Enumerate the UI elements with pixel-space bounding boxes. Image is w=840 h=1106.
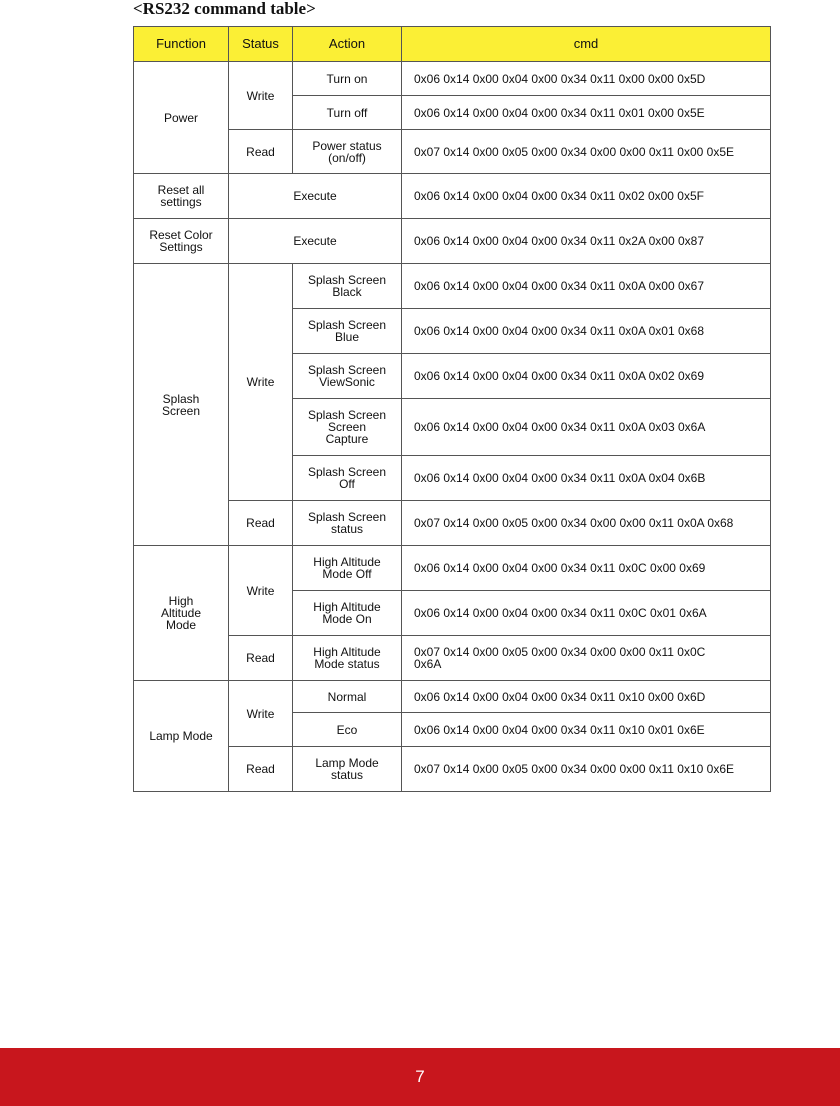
function-cell: Reset Color Settings [134, 219, 229, 264]
action-cell: Splash Screen Off [293, 456, 402, 501]
cmd-cell: 0x06 0x14 0x00 0x04 0x00 0x34 0x11 0x2A 0x00 0x87 [402, 219, 771, 264]
cmd-cell: 0x06 0x14 0x00 0x04 0x00 0x34 0x11 0x02 0x00 0x5F [402, 174, 771, 219]
action-cell: Turn on [293, 62, 402, 96]
table-row [134, 130, 771, 174]
function-cell: Splash Screen [134, 264, 229, 546]
table-heading: <RS232 command table> [133, 0, 316, 18]
action-cell: Lamp Mode status [293, 747, 402, 792]
table-row [134, 747, 771, 792]
page-footer-bar [0, 1048, 840, 1106]
action-cell: Execute [229, 174, 402, 219]
status-cell: Read [229, 501, 293, 546]
cmd-cell: 0x06 0x14 0x00 0x04 0x00 0x34 0x11 0x0A 0x03 0x6A [402, 399, 771, 456]
action-cell: Turn off [293, 96, 402, 130]
column-header-status: Status [229, 27, 293, 62]
page-number: 7 [415, 1067, 425, 1086]
action-cell: Execute [229, 219, 402, 264]
column-header-function: Function [134, 27, 229, 62]
function-cell: Lamp Mode [134, 681, 229, 792]
action-cell: High Altitude Mode On [293, 591, 402, 636]
cmd-cell: 0x06 0x14 0x00 0x04 0x00 0x34 0x11 0x0A 0x00 0x67 [402, 264, 771, 309]
cmd-cell: 0x06 0x14 0x00 0x04 0x00 0x34 0x11 0x0A 0x01 0x68 [402, 309, 771, 354]
action-cell: Splash Screen ViewSonic [293, 354, 402, 399]
cmd-cell: 0x06 0x14 0x00 0x04 0x00 0x34 0x11 0x00 0x00 0x5D [402, 62, 771, 96]
column-header-cmd: cmd [402, 27, 771, 62]
table-row [134, 636, 771, 681]
status-cell: Read [229, 130, 293, 174]
function-cell: High Altitude Mode [134, 546, 229, 681]
status-cell: Read [229, 636, 293, 681]
action-cell: High Altitude Mode Off [293, 546, 402, 591]
cmd-cell: 0x07 0x14 0x00 0x05 0x00 0x34 0x00 0x00 0x11 0x0A 0x68 [402, 501, 771, 546]
cmd-cell: 0x06 0x14 0x00 0x04 0x00 0x34 0x11 0x10 0x00 0x6D [402, 681, 771, 713]
cmd-cell: 0x07 0x14 0x00 0x05 0x00 0x34 0x00 0x00 0x11 0x00 0x5E [402, 130, 771, 174]
cmd-cell: 0x06 0x14 0x00 0x04 0x00 0x34 0x11 0x0A 0x02 0x69 [402, 354, 771, 399]
cmd-cell: 0x06 0x14 0x00 0x04 0x00 0x34 0x11 0x0C 0x01 0x6A [402, 591, 771, 636]
table-row [134, 546, 771, 591]
rs232-command-table [133, 26, 771, 792]
status-cell: Write [229, 264, 293, 501]
status-cell: Write [229, 546, 293, 636]
table-row [134, 219, 771, 264]
function-cell: Power [134, 62, 229, 174]
function-cell: Reset all settings [134, 174, 229, 219]
action-cell: Splash Screen status [293, 501, 402, 546]
cmd-cell: 0x06 0x14 0x00 0x04 0x00 0x34 0x11 0x0A 0x04 0x6B [402, 456, 771, 501]
cmd-cell: 0x06 0x14 0x00 0x04 0x00 0x34 0x11 0x01 0x00 0x5E [402, 96, 771, 130]
cmd-cell: 0x07 0x14 0x00 0x05 0x00 0x34 0x00 0x00 0x11 0x0C 0x6A [402, 636, 771, 681]
table-header-row [134, 27, 771, 62]
action-cell: Eco [293, 713, 402, 747]
cmd-cell: 0x06 0x14 0x00 0x04 0x00 0x34 0x11 0x0C 0x00 0x69 [402, 546, 771, 591]
status-cell: Read [229, 747, 293, 792]
column-header-action: Action [293, 27, 402, 62]
table-row [134, 62, 771, 96]
action-cell: Power status (on/off) [293, 130, 402, 174]
action-cell: High Altitude Mode status [293, 636, 402, 681]
cmd-cell: 0x06 0x14 0x00 0x04 0x00 0x34 0x11 0x10 0x01 0x6E [402, 713, 771, 747]
status-cell: Write [229, 62, 293, 130]
action-cell: Splash Screen Screen Capture [293, 399, 402, 456]
status-cell: Write [229, 681, 293, 747]
table-row [134, 681, 771, 713]
action-cell: Normal [293, 681, 402, 713]
table-row [134, 174, 771, 219]
table-row [134, 264, 771, 309]
cmd-cell: 0x07 0x14 0x00 0x05 0x00 0x34 0x00 0x00 0x11 0x10 0x6E [402, 747, 771, 792]
action-cell: Splash Screen Blue [293, 309, 402, 354]
action-cell: Splash Screen Black [293, 264, 402, 309]
table-row [134, 501, 771, 546]
